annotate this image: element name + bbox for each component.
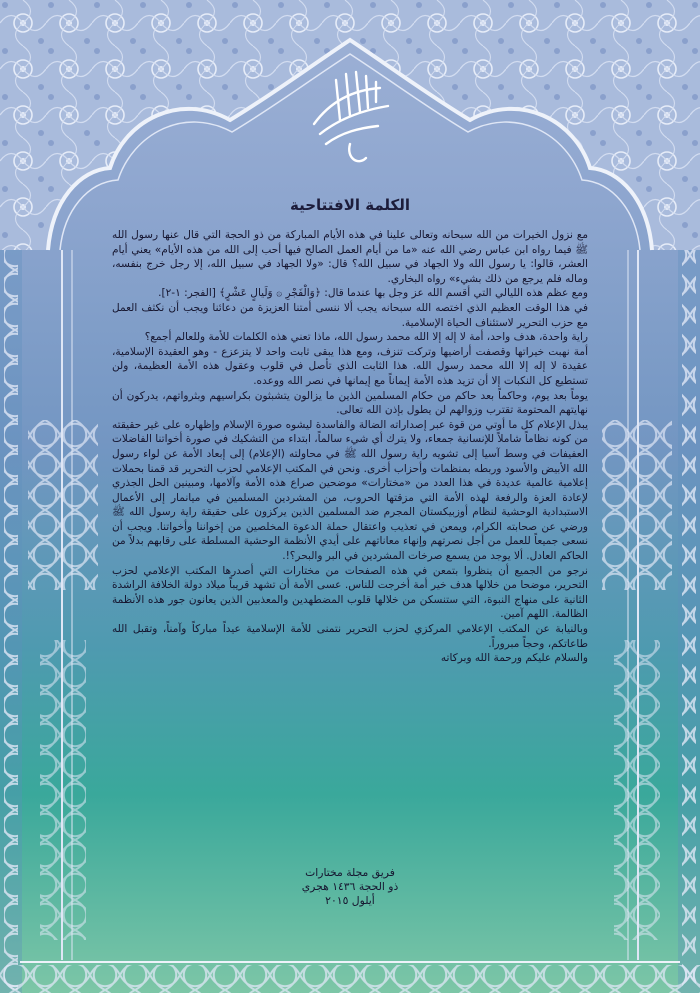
paragraph: في هذا الوقت العظيم الذي اختصه الله سبحانه يجب ألا ننسى أمتنا العزيزة من دعائنا ويجب أن نكثف العمل مع حزب التحرير لاستئناف الحياة الإسلامية. [112, 301, 588, 329]
page-title: الكلمة الافتتاحية [289, 196, 411, 214]
paragraph: يبذل الإعلام كل ما أوتي من قوة عبر إصداراته الضالة والفاسدة ليشوه صورة الإسلام وإظهاره على غير حقيقته من كونه نظاماً شاملاً للإنسانية جمعاء، ولا يترك أي شيء سالماً، ابتداء من التشكيك في صورة أخواتنا الفاضلات العفيفات في وسط آسيا إلى تشويه راية رسول الله ﷺ في محاولته (الإعلام) إلى إبعاد الأمة عن لواء رسول الله الأبيض والأسود وربطه بمنظمات وأحزاب أخرى. ونحن في المكتب الإعلامي لحزب التحرير قد قمنا بحملات إعلامية عالمية عديدة في هذا العدد من «مختارات» موضحين صراع هذه الأمة وآلامها، ومبينين الحل الجذري لإعادة العزة والرفعة لهذه الأمة التي مزقتها الحروب، من المشردين المسلمين في ميانمار إلى الأعمال الاستبدادية الوحشية لنظام أوزبيكستان المجرم ضد المسلمين الذين يركزون على حقيقة راية رسول الله ﷺ ورضي عن صحابته الكرام، ويمعن في تعذيب واعتقال حملة الدعوة المخلصين من إخواننا وأخواتنا. ويجب أن نسعى جميعاً للعمل من أجل نصرتهم وإنهاء معاناتهم على أيدي الأنظمة الوحشية المسلطة على رقابهم بدلاً من الحاكم العادل. ألا يوجد من يسمع صرخات المشردين في البر والبحر؟!. [112, 418, 588, 563]
signature-hijri-date: ذو الحجة ١٤٣٦ هجري [301, 880, 399, 893]
article-body [112, 228, 588, 666]
paragraph: يوماً بعد يوم، وحاكماً بعد حاكم من حكام المسلمين الذين ما يزالون يتشبثون بكراسيهم وبثرواتهم، يدركون أن نهايتهم المحتومة تقترب وزوالهم لن يطول بإذن الله تعالى. [112, 389, 588, 417]
signature-block [180, 866, 520, 908]
paragraph: راية واحدة، هدف واحد، أمة لا إله إلا الله محمد رسول الله، ماذا تعني هذه الكلمات للأمة وللعالم أجمع؟ [144, 331, 588, 344]
paragraph: والسلام عليكم ورحمة الله وبركاته [440, 652, 588, 665]
signature-gregorian-date: أيلول ٢٠١٥ [325, 894, 375, 907]
paragraph: نرجو من الجميع أن ينظروا بتمعن في هذه الصفحات من مختارات التي أصدرها المكتب الإعلامي لحزب التحرير، موضحا من خلالها هدف خير أمة أخرجت للناس. عسى الأمة أن تشهد قريباً ميلاد دولة الخلافة الراشدة الثانية على منهاج النبوة، التي ستنسكن من خلالها قلوب المضطهدين والمعذبين الذين يعانون جور هذه الأنظمة الظالمة. اللهم آمين. [112, 564, 588, 621]
basmala-calligraphy [300, 62, 400, 172]
paragraph: مع نزول الخيرات من الله سبحانه وتعالى علينا في هذه الأيام المباركة من ذو الحجة التي قال عنها رسول الله ﷺ فيما رواه ابن عباس رضي الله عنه «ما من أيام العمل الصالح فيها أحب إلى الله من هذه الأيام» يعني أيام العشر، قالوا: يا رسول الله ولا الجهاد في سبيل الله؟ قال: «ولا الجهاد في سبيل الله، إلا رجل خرج بنفسه، وماله فلم يرجع من ذلك بشيء» رواه البخاري. [112, 229, 588, 285]
signature-team: فريق مجلة مختارات [305, 866, 395, 879]
paragraph: ومع عظم هذه الليالي التي أقسم الله عز وجل بها عندما قال: ﴿وَالْفَجْرِ ۞ وَلَيالٍ عَشْرٍ﴾ [الفجر: ١-٢]. [158, 287, 588, 300]
paragraph: أمة نهبت خيراتها وقصفت أراضيها وتركت تنزف، ومع هذا يبقى ثابت واحد لا يتزعزع - وهو العقيدة الإسلامية، عقيدة لا إله إلا الله محمد رسول الله. هذا الثابت الذي تأصل في قلوب وعقول هذه الأمة العظيمة، ولن تستطيع كل النكبات إلا أن تزيد هذه الأمة إيماناً مع إيمانها في نصر الله ووعده. [112, 345, 588, 387]
paragraph: وبالنيابة عن المكتب الإعلامي المركزي لحزب التحرير نتمنى للأمة الإسلامية عيداً مباركاً وآمناً، وتقبل الله طاعاتكم، وحجاً مبروراً. [112, 623, 588, 650]
